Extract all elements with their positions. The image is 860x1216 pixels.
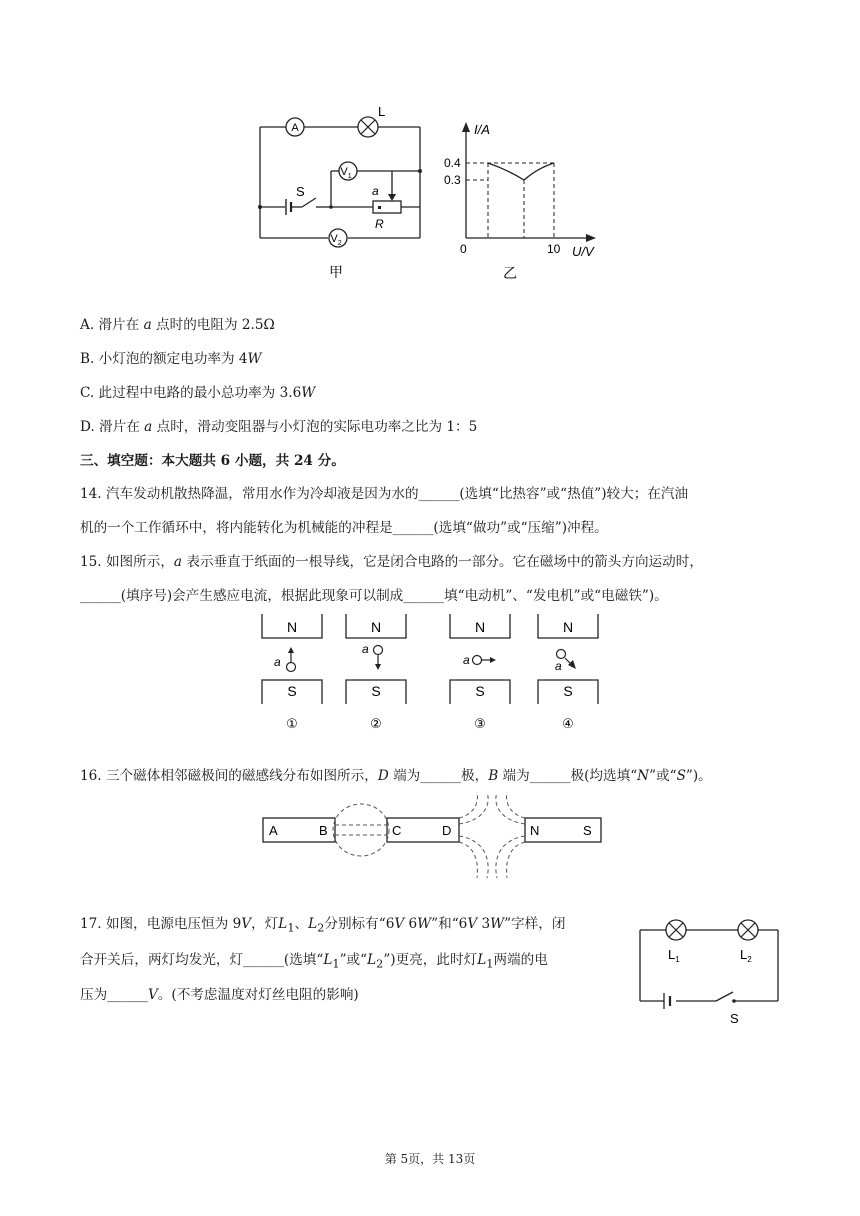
option-c: C. 此过程中电路的最小总功率为 3.6W [80,385,316,401]
pole-c: C [392,823,402,838]
q16-line: 16. 三个磁体相邻磁极间的磁感线分布如图所示，D 端为______极，B 端为______极(均选填“N”或“S”)。 [80,768,712,784]
point-a-label: a [372,184,379,198]
magnet-s-4: S [563,683,573,699]
voltmeter-1-label: $V_1$ [340,166,352,180]
magnet-s-2: S [371,683,381,699]
magnet-n-1: N [286,619,298,635]
q14-line1: 14. 汽车发动机散热降温，常用水作为冷却液是因为水的______(选填“比热容”或“热值”)较大；在汽油 [80,486,689,502]
option-label-4: ④ [562,716,574,731]
option-label-1: ① [286,716,298,731]
q15-line2: ______(填序号)会产生感应电流，根据此现象可以制成______填“电动机”、“发电机”或“电磁铁”)。 [80,588,668,604]
wire-3-icon [473,656,482,665]
magnet-n-3: N [474,619,486,635]
graph-ylabel: I/A [474,122,490,137]
page-footer: 第 5页，共 13页 [384,1152,476,1166]
graph-ytick-04: 0.4 [444,156,461,170]
q17-line3: 压为______V。(不考虑温度对灯丝电阻的影响) [80,987,359,1003]
q15-line1: 15. 如图所示，a 表示垂直于纸面的一根导线，它是闭合电路的一部分。它在磁场中的箭头方向运动时， [80,554,703,570]
q17-line1: 17. 如图，电源电压恒为 9V，灯$L_1$、$L_2$分别标有“6V 6W”和“6V 3W”字样，闭 [80,916,566,935]
lamp-l1-label: $L_1$ [668,947,680,964]
section-heading: 三、填空题：本大题共 6 小题，共 24 分。 [80,453,345,469]
q17-circuit [632,915,787,1030]
voltmeter-2-label: $V_2$ [330,233,342,247]
option-a: A. 滑片在 a 点时的电阻为 2.5Ω [80,317,275,333]
wire-2-label: a [362,642,369,656]
pole-b: B [319,823,328,838]
option-d: D. 滑片在 a 点时，滑动变阻器与小灯泡的实际电功率之比为 1：5 [80,419,478,435]
switch-label: S [296,184,305,199]
resistor-label: R [375,217,384,231]
pole-s: S [583,823,592,838]
wire-1-icon [287,663,296,672]
iu-graph-yi [438,110,618,285]
option-b: B. 小灯泡的额定电功率为 4W [80,351,262,367]
pole-n: N [530,823,540,838]
lamp-l2-label: $L_2$ [740,947,752,964]
q17-line2: 合开关后，两灯均发光，灯______(选填“$L_1$”或“$L_2$”)更亮，此时灯$L_1$两端的电 [80,952,548,971]
graph-xtick-10: 10 [547,242,561,256]
caption-jia: 甲 [329,264,343,280]
magnet-n-4: N [562,619,574,635]
pole-d: D [442,823,452,838]
q14-line2: 机的一个工作循环中，将内能转化为机械能的冲程是______(选填“做功”或“压缩”)冲程。 [80,520,608,536]
q15-magnet-figure [250,612,610,734]
wire-4-label: a [555,659,562,673]
option-label-2: ② [370,716,382,731]
option-label-3: ③ [474,716,486,731]
ammeter-label: A [291,122,299,134]
wire-1-label: a [274,655,281,669]
magnet-s-1: S [287,683,297,699]
magnet-s-3: S [475,683,485,699]
graph-curve [488,163,554,180]
wire-2-icon [374,646,383,655]
switch-s-label: S [730,1011,739,1026]
q16-magnets-figure [255,790,610,882]
circuit-diagram-jia [250,100,440,285]
lamp-label: L [378,104,386,119]
magnet-n-2: N [370,619,382,635]
graph-origin: 0 [460,242,467,256]
graph-ytick-03: 0.3 [444,173,461,187]
graph-xlabel: U/V [572,244,594,259]
pole-a: A [269,823,278,838]
caption-yi: 乙 [503,265,517,281]
wire-4-icon [557,650,566,659]
wire-3-label: a [463,653,470,667]
